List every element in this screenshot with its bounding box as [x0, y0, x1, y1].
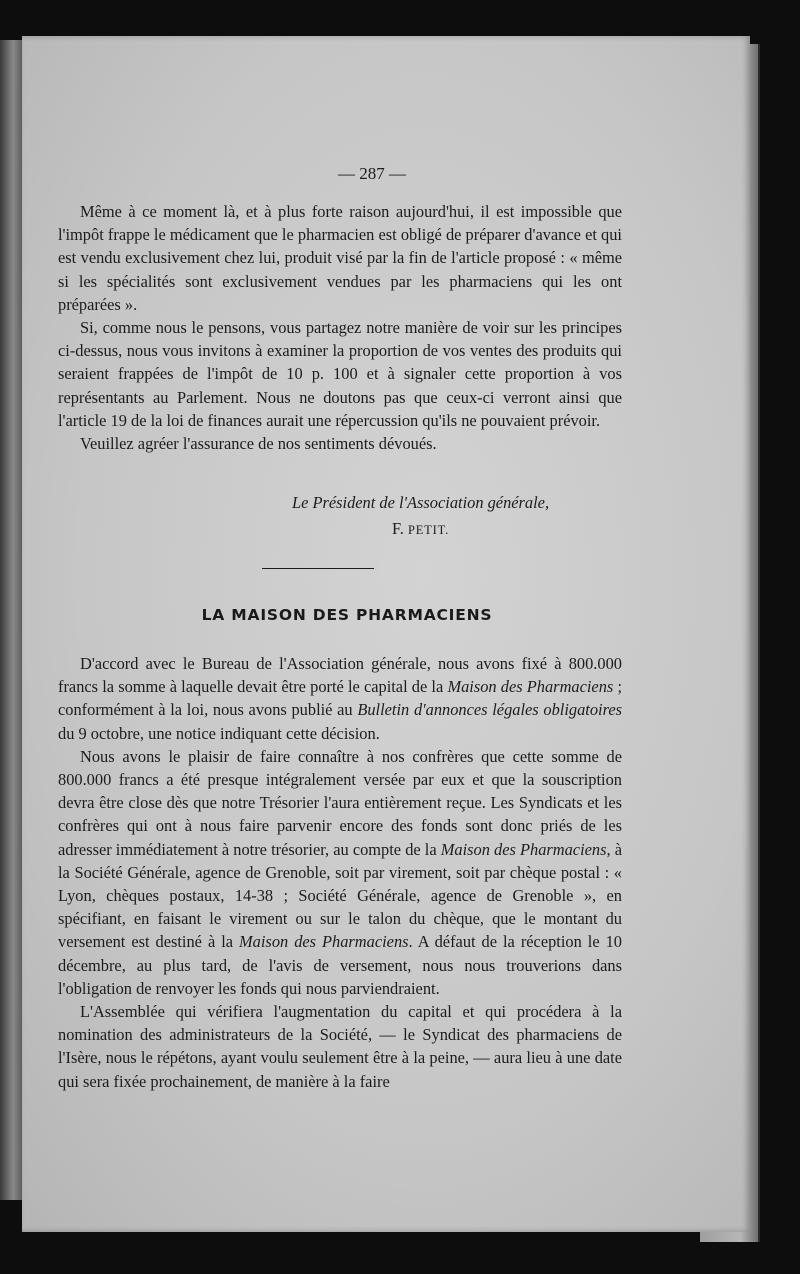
text-run: Nous avons le plaisir de faire connaître à nos confrères que cette somme de 800.000 francs a été presque intégralement versée par eux et que la souscription devra être close dès que notre Trésorier l'aura entièrement reçue. Les Syndicats et les confrères qui ont à nous faire parvenir encore des fonds sont donc priés de les adresser immédiatement à notre trésorier, au compte de la	[58, 746, 622, 859]
text-run: du 9 octobre, une notice indiquant cette décision.	[58, 723, 380, 743]
text-run: , à la Société Générale, agence de Grenoble, soit par virement, soit par chèque postal : « Lyon, chèques postaux, 14-38 ; Société Générale, agence de Grenoble », en spécifiant, en faisant le virement ou sur le talon du chèque, que le montant du versement est destiné à la	[58, 839, 622, 952]
document-page	[22, 36, 750, 1232]
article-paragraph	[58, 745, 622, 1000]
signature-name	[292, 516, 622, 543]
article-paragraph	[58, 652, 622, 745]
section-title: LA MAISON DES PHARMACIENS	[201, 606, 493, 624]
text-run: . A défaut de la réception le 10 décembre, au plus tard, de l'avis de versement, nous nous trouverions dans l'obligation de renvoyer les fonds qui nous parviendraient.	[58, 932, 622, 998]
letter-closing: Veuillez agréer l'assurance de nos sentiments dévoués.	[80, 434, 437, 454]
italic-run: Maison des Pharmaciens	[239, 932, 409, 952]
section-divider	[262, 568, 374, 569]
italic-run: Maison des Pharmaciens	[440, 839, 607, 859]
article-body	[58, 652, 622, 1093]
text-run: ; conformément à la loi, nous avons publié au	[58, 677, 622, 720]
signature-surname: PETIT.	[408, 523, 450, 537]
signature-block	[292, 490, 622, 543]
italic-run: Maison des Pharmaciens	[447, 677, 614, 697]
signature-initial: F.	[392, 519, 408, 538]
text-run: D'accord avec le Bureau de l'Association générale, nous avons fixé à 800.000 francs la somme à laquelle devait être porté le capital de la	[58, 654, 622, 697]
article-paragraph: L'Assemblée qui vérifiera l'augmentation du capital et qui procédera à la nomination des administrateurs de la Société, — le Syndicat des pharmaciens de l'Isère, nous le répétons, ayant voulu seulement être à la peine, — aura lieu à une date qui sera fixée prochainement, de manière à la faire	[58, 1002, 622, 1091]
italic-run: Bulletin d'annonces légales obligatoires	[357, 700, 622, 720]
letter-paragraph: Si, comme nous le pensons, vous partagez notre manière de voir sur les principes ci-dessus, nous vous invitons à examiner la proportion de vos ventes des produits qui seraient frappées de l'impôt de 10 p. 100 et à signaler cette proportion à vos représentants au Parlement. Nous ne doutons pas que ceux-ci verront ainsi que l'article 19 de la loi de finances aurait une répercussion qu'ils ne pouvaient prévoir.	[58, 318, 622, 430]
letter-body	[58, 200, 622, 455]
page-number: — 287 —	[338, 164, 406, 183]
letter-paragraph: Même à ce moment là, et à plus forte raison aujourd'hui, il est impossible que l'impôt frappe le médicament que le pharmacien est obligé de préparer d'avance et qui est vendu exclusivement chez lui, produit visé par la fin de l'article proposé : « même si les spécialités sont exclusivement vendues par les pharmaciens qui les ont préparées ».	[58, 202, 622, 314]
page-edge-left	[0, 40, 22, 1200]
signature-title: Le Président de l'Association générale,	[292, 493, 550, 512]
